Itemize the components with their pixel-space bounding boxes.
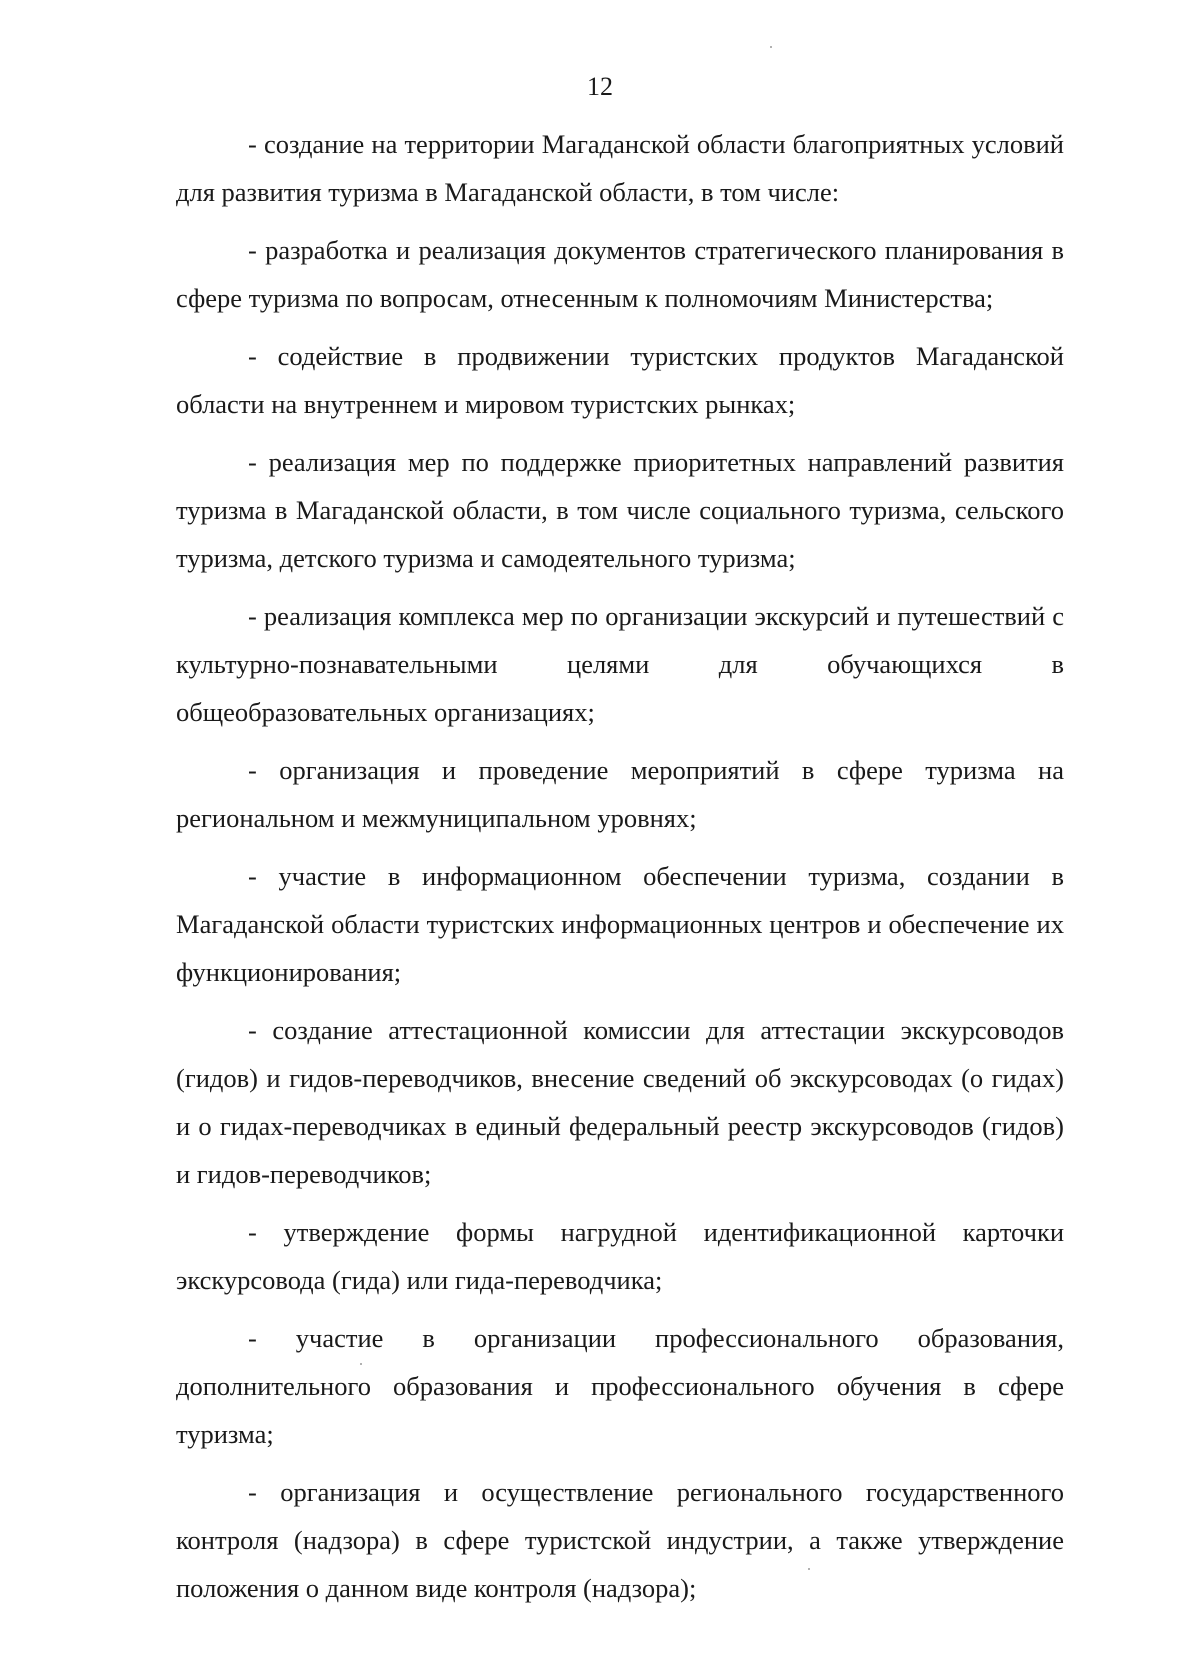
- paragraph: - создание на территории Магаданской области благоприятных условий для развития туризма в Магаданской области, в том числе:: [176, 129, 1064, 207]
- page-number: 12: [587, 72, 613, 101]
- paragraph: - содействие в продвижении туристских продуктов Магаданской области на внутреннем и мировом туристских рынках;: [176, 341, 1064, 419]
- paragraph: - участие в организации профессионального образования, дополнительного образования и профессионального обучения в сфере туризма;: [176, 1323, 1064, 1449]
- paragraph: - утверждение формы нагрудной идентификационной карточки экскурсовода (гида) или гида-переводчика;: [176, 1217, 1064, 1295]
- scan-speck: [808, 1568, 810, 1570]
- paragraph: - организация и осуществление регионального государственного контроля (надзора) в сфере туристской индустрии, а также утверждение положения о данном виде контроля (надзора);: [176, 1477, 1064, 1603]
- paragraph: - участие в информационном обеспечении туризма, создании в Магаданской области туристских информационных центров и обеспечение их функционирования;: [176, 861, 1064, 987]
- paragraph: - реализация комплекса мер по организации экскурсий и путешествий с культурно-познавательными целями для обучающихся в общеобразовательных организациях;: [176, 601, 1064, 727]
- paragraph: - разработка и реализация документов стратегического планирования в сфере туризма по вопросам, отнесенным к полномочиям Министерства;: [176, 235, 1064, 313]
- paragraph: - организация и проведение мероприятий в сфере туризма на региональном и межмуниципальном уровнях;: [176, 755, 1064, 833]
- paragraph: - реализация мер по поддержке приоритетных направлений развития туризма в Магаданской области, в том числе социального туризма, сельского туризма, детского туризма и самодеятельного туризма;: [176, 447, 1064, 573]
- paragraph: - создание аттестационной комиссии для аттестации экскурсоводов (гидов) и гидов-переводчиков, внесение сведений об экскурсоводах (о гидах) и о гидах-переводчиках в единый федеральный реестр экскурсоводов (гидов) и гидов-переводчиков;: [176, 1015, 1064, 1189]
- scan-speck: [770, 46, 772, 48]
- document-body: [176, 120, 1064, 1622]
- scan-speck: [360, 1363, 362, 1365]
